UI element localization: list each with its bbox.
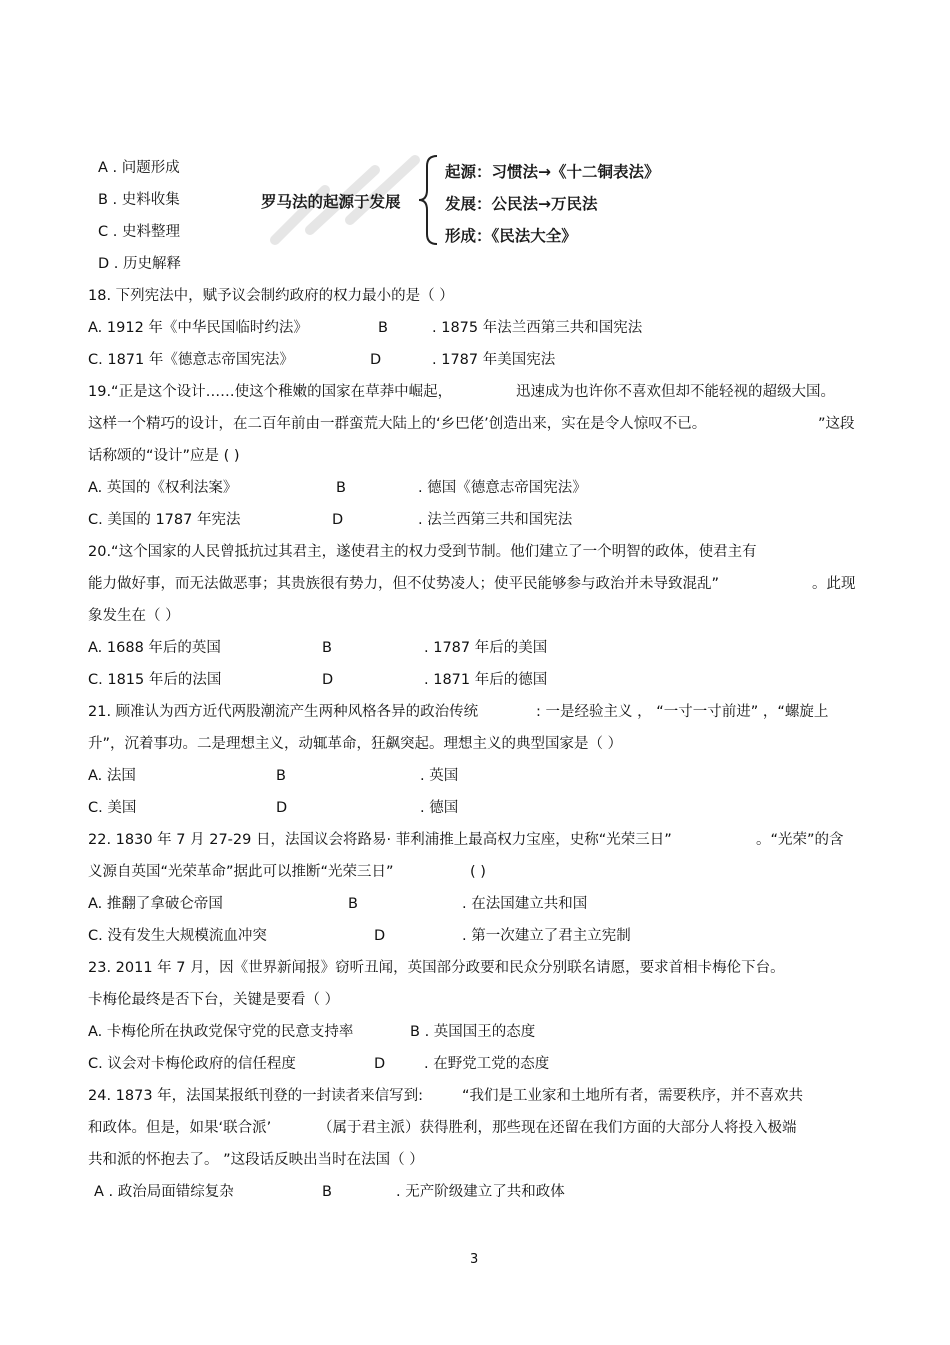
q17-option-c: C . 史料整理 <box>98 224 180 240</box>
q23-line-1: 23. 2011 年 7 月，因《世界新闻报》窃听丑闻，英国部分政要和民众分别联名请愿，要求首相卡梅伦下台。 <box>88 960 785 976</box>
option-letter: C. <box>88 928 103 944</box>
q17-option-b: B . 史料收集 <box>98 192 180 208</box>
q19-option-d-text: . 法兰西第三共和国宪法 <box>418 512 573 528</box>
option-letter: B <box>410 1024 420 1040</box>
option-text: 问题形成 <box>121 160 180 176</box>
option-text: 1912 年《中华民国临时约法》 <box>106 320 308 336</box>
q24-line-2b: （属于君主派）获得胜利，那些现在还留在我们方面的大部分人将投入极端 <box>318 1120 797 1136</box>
roman-law-figure <box>255 150 695 250</box>
option-text: 1815 年后的法国 <box>107 672 222 688</box>
q22-line-2b: ( ) <box>470 864 486 880</box>
q18-option-b-text: . 1875 年法兰西第三共和国宪法 <box>432 320 643 336</box>
option-letter: D <box>98 256 110 272</box>
q20-line-1: 20.“这个国家的人民曾抵抗过其君主，遂使君主的权力受到节制。他们建立了一个明智的政体，使君主有 <box>88 544 757 560</box>
option-text: 1688 年后的英国 <box>106 640 221 656</box>
q20-line-2a: 能力做好事，而无法做恶事；其贵族很有势力，但不仗势凌人；使平民能够参与政治并未导致混乱” <box>88 576 720 592</box>
q22-option-c <box>88 926 267 946</box>
option-text: 1871 年《德意志帝国宪法》 <box>107 352 294 368</box>
q24-line-2a: 和政体。但是，如果‘联合派’ <box>88 1120 272 1136</box>
option-letter: C. <box>88 672 103 688</box>
q23-option-d-text: . 在野党工党的态度 <box>424 1056 550 1072</box>
q21-option-c <box>88 798 136 818</box>
figure-row-development: 发展：公民法→万民法 <box>445 195 598 213</box>
option-text: . 政治局面错综复杂 <box>108 1184 234 1200</box>
q24-option-a <box>94 1182 234 1202</box>
q19-line-1b: 迅速成为也许你不喜欢但却不能轻视的超级大国。 <box>516 384 835 400</box>
q23-line-2: 卡梅伦最终是否下台，关键是要看（ ） <box>88 992 340 1008</box>
option-text: . 英国国王的态度 <box>424 1024 536 1040</box>
q21-line-1b: : 一是经验主义 ， “一寸一寸前进” ，“螺旋上 <box>536 704 829 720</box>
q20-option-d-letter: D <box>322 672 334 688</box>
q19-option-d-letter: D <box>332 512 344 528</box>
q19-option-b-letter: B <box>336 480 346 496</box>
q22-line-2a: 义源自英国“光荣革命”据此可以推断“光荣三日” <box>88 864 394 880</box>
q19-option-c <box>88 510 240 530</box>
q18-option-c <box>88 350 294 370</box>
option-letter: C. <box>88 352 103 368</box>
q22-option-d-text: . 第一次建立了君主立宪制 <box>462 928 631 944</box>
page-number: 3 <box>470 1252 479 1267</box>
q19-line-1a: 19.“正是这个设计……使这个稚嫩的国家在草莽中崛起， <box>88 384 453 400</box>
q20-line-2b: 。此现 <box>812 576 856 592</box>
q18-option-b-letter: B <box>378 320 388 336</box>
q24-option-b-letter: B <box>322 1184 332 1200</box>
q20-option-d-text: . 1871 年后的德国 <box>424 672 548 688</box>
option-letter: A. <box>88 320 103 336</box>
q20-option-c <box>88 670 221 690</box>
figure-row-formation: 形成：《民法大全》 <box>445 227 577 245</box>
option-letter: A. <box>88 896 103 912</box>
q23-option-a <box>88 1022 353 1042</box>
q23-option-b <box>410 1022 535 1042</box>
q23-option-d-letter: D <box>374 1056 386 1072</box>
q24-line-1a: 24. 1873 年，法国某报纸刊登的一封读者来信写到: <box>88 1088 424 1104</box>
option-letter: C. <box>88 1056 103 1072</box>
option-letter: C. <box>88 800 103 816</box>
q20-option-b-text: . 1787 年后的美国 <box>424 640 548 656</box>
option-text: 史料整理 <box>121 224 180 240</box>
option-text: 美国的 1787 年宪法 <box>107 512 241 528</box>
option-letter: A. <box>88 640 103 656</box>
q22-option-b-text: . 在法国建立共和国 <box>462 896 588 912</box>
q18-option-d-letter: D <box>370 352 382 368</box>
option-letter: A. <box>88 480 103 496</box>
option-text: 英国的《权利法案》 <box>106 480 238 496</box>
figure-row-origin: 起源：习惯法→《十二铜表法》 <box>445 163 660 181</box>
option-letter: A <box>94 1184 104 1200</box>
option-letter: A. <box>88 768 103 784</box>
q18-option-a <box>88 318 308 338</box>
q21-option-b-text: . 英国 <box>420 768 459 784</box>
option-letter: C. <box>88 512 103 528</box>
q21-option-d-letter: D <box>276 800 288 816</box>
option-letter: C <box>98 224 109 240</box>
option-text: 没有发生大规模流血冲突 <box>107 928 267 944</box>
q21-line-1a: 21. 顾准认为西方近代两股潮流产生两种风格各异的政治传统 <box>88 704 479 720</box>
option-letter: B <box>98 192 108 208</box>
option-letter: A. <box>88 1024 103 1040</box>
q22-option-d-letter: D <box>374 928 386 944</box>
q21-option-d-text: . 德国 <box>420 800 459 816</box>
q17-option-a: A . 问题形成 <box>98 160 180 176</box>
q24-line-1b: “我们是工业家和土地所有者，需要秩序，并不喜欢共 <box>462 1088 804 1104</box>
q22-line-1b: 。“光荣”的含 <box>756 832 844 848</box>
q20-option-a <box>88 638 221 658</box>
q21-option-b-letter: B <box>276 768 286 784</box>
q19-option-a <box>88 478 237 498</box>
q22-option-a <box>88 894 223 914</box>
q22-line-1a: 22. 1830 年 7 月 27-29 日，法国议会将路易· 菲利浦推上最高权力宝座，史称“光荣三日” <box>88 832 672 848</box>
option-text: 美国 <box>107 800 137 816</box>
q20-line-3: 象发生在（ ） <box>88 608 180 624</box>
option-text: 议会对卡梅伦政府的信任程度 <box>107 1056 296 1072</box>
q20-option-b-letter: B <box>322 640 332 656</box>
q21-option-a <box>88 766 136 786</box>
q19-line-2b: ”这段 <box>818 416 855 432</box>
option-text: 史料收集 <box>121 192 180 208</box>
q22-option-b-letter: B <box>348 896 358 912</box>
q19-line-3: 话称颂的“设计”应是 ( ) <box>88 448 240 464</box>
q17-option-d: D . 历史解释 <box>98 256 181 272</box>
q18-stem: 18. 下列宪法中，赋予议会制约政府的权力最小的是（ ） <box>88 288 454 304</box>
figure-title: 罗马法的起源于发展 <box>261 193 401 211</box>
option-letter: A <box>98 160 108 176</box>
option-text: 法国 <box>106 768 136 784</box>
option-text: 推翻了拿破仑帝国 <box>106 896 223 912</box>
option-text: 历史解释 <box>123 256 181 272</box>
q24-line-3: 共和派的怀抱去了。 ”这段话反映出当时在法国（ ） <box>88 1152 424 1168</box>
q19-line-2a: 这样一个精巧的设计，在二百年前由一群蛮荒大陆上的‘乡巴佬’创造出来，实在是令人惊叹不已。 <box>88 416 707 432</box>
option-text: 卡梅伦所在执政党保守党的民意支持率 <box>106 1024 354 1040</box>
q24-option-b-text: . 无产阶级建立了共和政体 <box>396 1184 565 1200</box>
q19-option-b-text: . 德国《德意志帝国宪法》 <box>418 480 587 496</box>
q21-line-2: 升”，沉着事功。二是理想主义，动辄革命，狂飙突起。理想主义的典型国家是（ ） <box>88 736 623 752</box>
brace-icon <box>417 154 441 246</box>
q18-option-d-text: . 1787 年美国宪法 <box>432 352 556 368</box>
q23-option-c <box>88 1054 296 1074</box>
